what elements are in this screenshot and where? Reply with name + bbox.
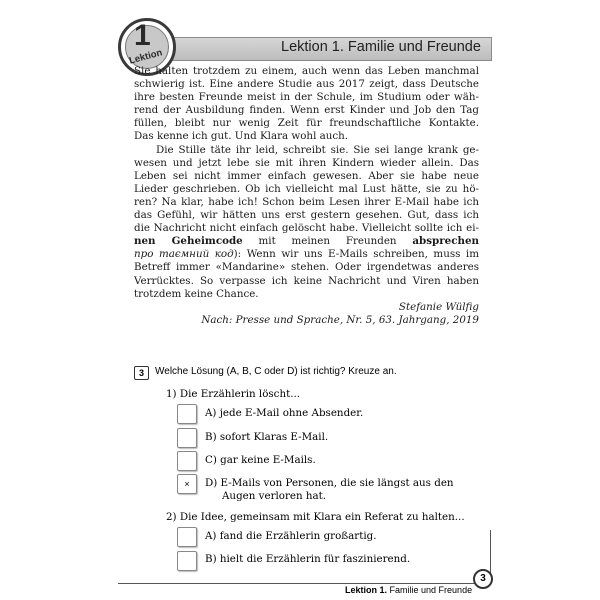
- article-line: ren? Na klar, habe ich! Schon beim Lesen ihrer E-Mail habe ich: [134, 195, 479, 208]
- option-q2-a: A) fand die Erzählerin großartig.: [205, 530, 377, 542]
- lesson-badge-number: 1: [134, 19, 151, 52]
- article-line: trotzdem keine Chance.: [134, 287, 259, 300]
- option-q1-d-cont: Augen verloren hat.: [222, 490, 327, 502]
- question-2: 2) Die Idee, gemeinsam mit Klara ein Referat zu halten...: [166, 511, 465, 523]
- article-line: schwierig ist. Eine andere Studie aus 2017 zeigt, dass Deutsche: [134, 78, 479, 91]
- checkbox-q1-c[interactable]: [177, 451, 197, 471]
- vocab-translation: про таємний код: [134, 248, 234, 261]
- option-q1-a: A) jede E-Mail ohne Absender.: [205, 407, 364, 419]
- article-author: Stefanie Wülfig: [398, 300, 479, 313]
- article-line: Sie halten trotzdem zu einem, auch wenn das Leben manchmal: [134, 65, 479, 77]
- article-line: Das kenne ich gut. Und Klara wohl auch.: [134, 130, 349, 143]
- footer-lesson: [345, 585, 472, 595]
- article-line: die Nachricht nicht einfach gelöscht habe. Vielleicht sollte ich ei-: [134, 222, 479, 235]
- exercise-number: 3: [134, 366, 149, 380]
- article-line: Leben sei nicht immer einfach gewesen. Aber sie habe neue: [134, 169, 479, 182]
- footer-rule: [118, 583, 484, 584]
- checkbox-q2-a[interactable]: [177, 527, 197, 547]
- article-line: Die Stille täte ihr leid, schreibt sie. Sie sei lange krank ge-: [156, 143, 479, 156]
- article-line: ihre besten Freunde meist in der Schule, im Studium oder wäh-: [134, 91, 479, 104]
- article-line: Betreff immer «Mandarine» stehen. Oder irgendetwas anderes: [134, 261, 479, 274]
- vocab-term: absprechen: [412, 235, 479, 248]
- article-fragment: mit meinen Freunden: [242, 235, 413, 248]
- checkbox-q2-b[interactable]: [177, 551, 197, 571]
- article-line-vocab: [134, 235, 479, 248]
- article-text: [134, 65, 479, 327]
- article-line: wesen und jetzt lebe sie mit ihren Kindern wieder allein. Das: [134, 156, 479, 169]
- checkbox-q1-b[interactable]: [177, 428, 197, 448]
- article-line: Verrücktes. So verpasse ich keine Nachricht und Viren haben: [134, 274, 479, 287]
- exercise-title: Welche Lösung (A, B, C oder D) ist richtig? Kreuze an.: [155, 366, 397, 377]
- lesson-title: Lektion 1. Familie und Freunde: [281, 39, 481, 55]
- footer-lesson-label: Lektion 1.: [345, 585, 388, 595]
- checkbox-q1-d[interactable]: ×: [177, 474, 197, 494]
- option-q1-d: D) E-Mails von Personen, die sie längst aus den: [205, 477, 454, 489]
- article-source: Nach: Presse und Sprache, Nr. 5, 63. Jahrgang, 2019: [201, 313, 479, 326]
- page-number: 3: [473, 569, 493, 589]
- question-1: 1) Die Erzählerin löscht...: [166, 388, 301, 400]
- checkbox-q1-a[interactable]: [177, 404, 197, 424]
- article-line: Lieder geschrieben. Ob ich vielleicht mal Lust hätte, sie zu hö-: [134, 182, 479, 195]
- lesson-badge-word: Lektion: [128, 47, 164, 67]
- option-q2-b: B) hielt die Erzählerin für faszinierend.: [205, 553, 411, 565]
- article-line: rend der Ausbildung finden. Wenn erst Kinder und Job den Tag: [134, 104, 479, 117]
- footer-lesson-title: Familie und Freunde: [389, 585, 473, 595]
- article-line: füllen, bleibt nur wenig Zeit für freundschaftliche Kontakte.: [134, 117, 479, 130]
- article-fragment: ): Wenn wir uns E-Mails schreiben, muss im: [233, 248, 479, 261]
- article-line: das Gefühl, wir hätten uns erst gestern gesehen. Gut, dass ich: [134, 209, 479, 222]
- article-line-vocab: [134, 248, 479, 261]
- option-q1-c: C) gar keine E-Mails.: [205, 454, 316, 466]
- option-q1-b: B) sofort Klaras E-Mail.: [205, 431, 329, 443]
- vocab-term: nen Geheimcode: [134, 235, 243, 248]
